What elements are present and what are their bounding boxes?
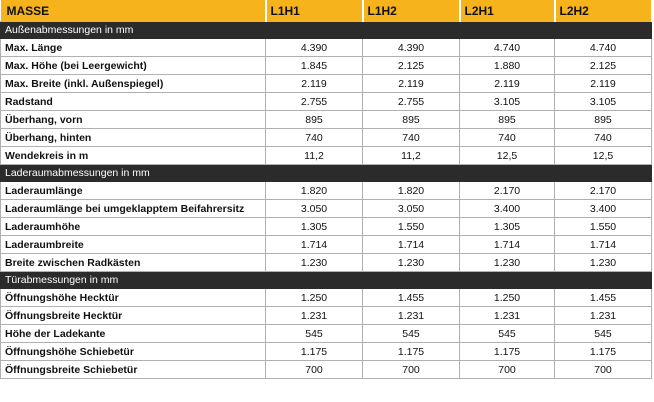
header-l1h2: L1H2 xyxy=(363,1,460,22)
cell-value: 1.231 xyxy=(555,307,652,325)
table-row xyxy=(1,182,652,200)
cell-value: 1.230 xyxy=(266,254,363,272)
cell-value: 700 xyxy=(555,361,652,379)
cell-value: 2.119 xyxy=(555,75,652,93)
cell-value: 1.175 xyxy=(460,343,555,361)
row-label: Laderaumlänge bei umgeklapptem Beifahrersitz xyxy=(1,200,266,218)
cell-value: 545 xyxy=(555,325,652,343)
row-label: Überhang, hinten xyxy=(1,129,266,147)
table-row xyxy=(1,289,652,307)
header-l1h1: L1H1 xyxy=(266,1,363,22)
row-label: Öffnungshöhe Hecktür xyxy=(1,289,266,307)
cell-value: 1.175 xyxy=(555,343,652,361)
cell-value: 1.305 xyxy=(266,218,363,236)
cell-value: 895 xyxy=(460,111,555,129)
table-row xyxy=(1,343,652,361)
cell-value: 740 xyxy=(460,129,555,147)
section-header-row xyxy=(1,272,652,289)
cell-value: 2.755 xyxy=(266,93,363,111)
row-label: Öffnungsbreite Hecktür xyxy=(1,307,266,325)
cell-value: 1.231 xyxy=(460,307,555,325)
cell-value: 1.230 xyxy=(363,254,460,272)
cell-value: 700 xyxy=(266,361,363,379)
cell-value: 1.820 xyxy=(363,182,460,200)
cell-value: 2.125 xyxy=(555,57,652,75)
cell-value: 12,5 xyxy=(555,147,652,165)
row-label: Laderaumbreite xyxy=(1,236,266,254)
table-row xyxy=(1,75,652,93)
cell-value: 895 xyxy=(555,111,652,129)
cell-value: 895 xyxy=(266,111,363,129)
cell-value: 740 xyxy=(555,129,652,147)
cell-value: 1.714 xyxy=(555,236,652,254)
header-l2h1: L2H1 xyxy=(460,1,555,22)
cell-value: 1.455 xyxy=(363,289,460,307)
cell-value: 700 xyxy=(460,361,555,379)
cell-value: 1.175 xyxy=(266,343,363,361)
section-header-row xyxy=(1,22,652,39)
row-label: Öffnungsbreite Schiebetür xyxy=(1,361,266,379)
cell-value: 2.755 xyxy=(363,93,460,111)
cell-value: 2.170 xyxy=(555,182,652,200)
section-title: Türabmessungen in mm xyxy=(1,272,652,289)
cell-value: 740 xyxy=(363,129,460,147)
cell-value: 1.231 xyxy=(266,307,363,325)
cell-value: 1.455 xyxy=(555,289,652,307)
cell-value: 1.880 xyxy=(460,57,555,75)
table-row xyxy=(1,111,652,129)
cell-value: 2.125 xyxy=(363,57,460,75)
cell-value: 12,5 xyxy=(460,147,555,165)
cell-value: 4.740 xyxy=(460,39,555,57)
table-body xyxy=(1,22,652,379)
table-row xyxy=(1,325,652,343)
cell-value: 3.105 xyxy=(460,93,555,111)
cell-value: 11,2 xyxy=(266,147,363,165)
table-row xyxy=(1,236,652,254)
cell-value: 3.400 xyxy=(460,200,555,218)
cell-value: 1.230 xyxy=(460,254,555,272)
row-label: Max. Breite (inkl. Außenspiegel) xyxy=(1,75,266,93)
row-label: Max. Länge xyxy=(1,39,266,57)
cell-value: 895 xyxy=(363,111,460,129)
cell-value: 545 xyxy=(266,325,363,343)
cell-value: 4.740 xyxy=(555,39,652,57)
cell-value: 1.845 xyxy=(266,57,363,75)
row-label: Laderaumhöhe xyxy=(1,218,266,236)
table-row xyxy=(1,307,652,325)
cell-value: 1.714 xyxy=(460,236,555,254)
cell-value: 1.305 xyxy=(460,218,555,236)
cell-value: 545 xyxy=(363,325,460,343)
section-title: Laderaumabmessungen in mm xyxy=(1,165,652,182)
row-label: Wendekreis in m xyxy=(1,147,266,165)
cell-value: 1.230 xyxy=(555,254,652,272)
cell-value: 3.050 xyxy=(363,200,460,218)
table-row xyxy=(1,39,652,57)
cell-value: 1.250 xyxy=(460,289,555,307)
section-header-row xyxy=(1,165,652,182)
table-row xyxy=(1,200,652,218)
table-row xyxy=(1,93,652,111)
header-masse: MASSE xyxy=(1,1,266,22)
table-row xyxy=(1,218,652,236)
cell-value: 4.390 xyxy=(363,39,460,57)
cell-value: 700 xyxy=(363,361,460,379)
cell-value: 2.119 xyxy=(363,75,460,93)
cell-value: 11,2 xyxy=(363,147,460,165)
cell-value: 1.550 xyxy=(555,218,652,236)
cell-value: 2.170 xyxy=(460,182,555,200)
table-row xyxy=(1,147,652,165)
cell-value: 1.250 xyxy=(266,289,363,307)
cell-value: 4.390 xyxy=(266,39,363,57)
table-row xyxy=(1,129,652,147)
table-row xyxy=(1,57,652,75)
cell-value: 1.820 xyxy=(266,182,363,200)
row-label: Laderaumlänge xyxy=(1,182,266,200)
cell-value: 3.050 xyxy=(266,200,363,218)
row-label: Überhang, vorn xyxy=(1,111,266,129)
table-row xyxy=(1,361,652,379)
row-label: Max. Höhe (bei Leergewicht) xyxy=(1,57,266,75)
cell-value: 1.175 xyxy=(363,343,460,361)
cell-value: 2.119 xyxy=(266,75,363,93)
cell-value: 1.714 xyxy=(363,236,460,254)
section-title: Außenabmessungen in mm xyxy=(1,22,652,39)
cell-value: 740 xyxy=(266,129,363,147)
cell-value: 545 xyxy=(460,325,555,343)
row-label: Öffnungshöhe Schiebetür xyxy=(1,343,266,361)
row-label: Breite zwischen Radkästen xyxy=(1,254,266,272)
cell-value: 1.231 xyxy=(363,307,460,325)
cell-value: 1.550 xyxy=(363,218,460,236)
cell-value: 1.714 xyxy=(266,236,363,254)
cell-value: 2.119 xyxy=(460,75,555,93)
table-header-row xyxy=(1,1,652,22)
row-label: Radstand xyxy=(1,93,266,111)
row-label: Höhe der Ladekante xyxy=(1,325,266,343)
cell-value: 3.105 xyxy=(555,93,652,111)
table-row xyxy=(1,254,652,272)
cell-value: 3.400 xyxy=(555,200,652,218)
header-l2h2: L2H2 xyxy=(555,1,652,22)
